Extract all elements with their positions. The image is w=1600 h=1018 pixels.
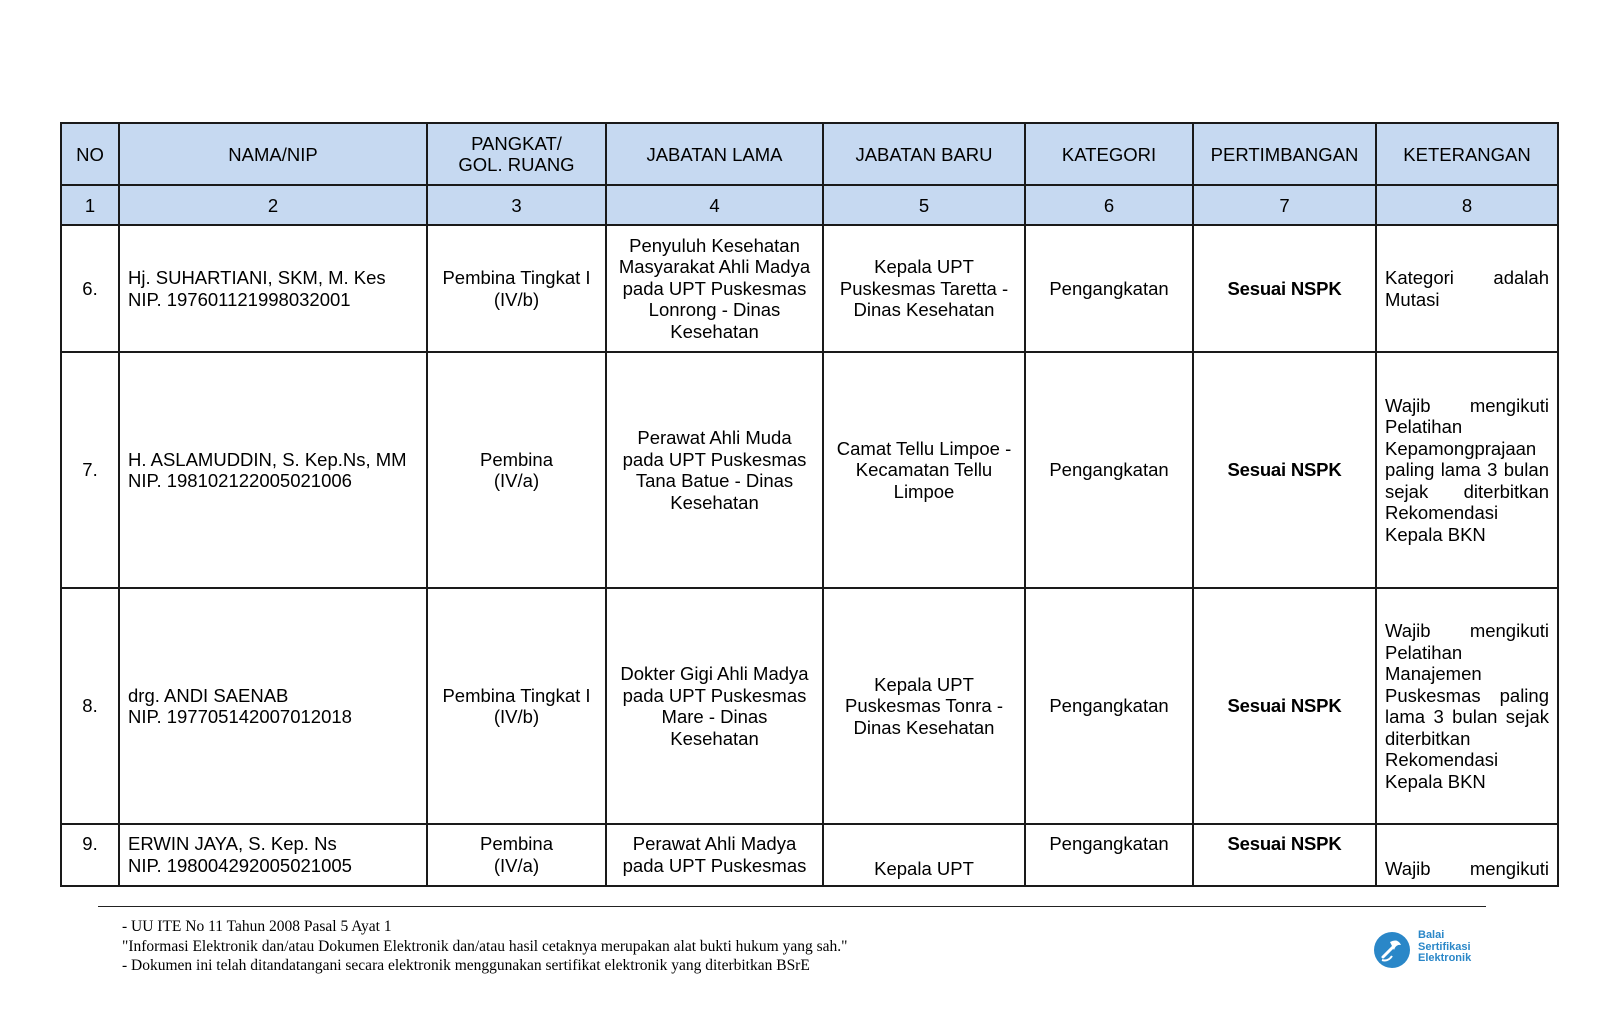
row-number: 7.: [61, 352, 119, 588]
jabatan-lama-line: pada UPT Puskesmas: [622, 448, 807, 470]
jabatan-baru-line: Dinas Kesehatan: [853, 299, 995, 321]
pangkat-cell: [427, 352, 606, 588]
header-keterangan: KETERANGAN: [1376, 123, 1558, 185]
jabatan-baru-line: Puskesmas Taretta -: [839, 277, 1009, 299]
jabatan-lama-line: Penyuluh Kesehatan: [629, 234, 800, 256]
footer-signature-note: - Dokumen ini telah ditandatangani secara elektronik menggunakan sertifikat elektronik yang diterbitkan BSrE: [122, 957, 810, 974]
header-pangkat-gol: [427, 123, 606, 185]
jabatan-baru-line: Limpoe: [893, 480, 955, 502]
jabatan-baru-cell: [823, 352, 1025, 588]
jabatan-baru-cell: [823, 824, 1025, 886]
gol-ruang-text: (IV/b): [493, 288, 540, 310]
jabatan-lama-cell: [606, 352, 823, 588]
employee-name: drg. ANDI SAENAB: [128, 684, 289, 706]
pangkat-text: Pembina: [479, 833, 553, 854]
bsre-logo-text: [1418, 930, 1471, 965]
keterangan-cell: Wajib mengikuti: [1376, 824, 1558, 886]
jabatan-lama-cell: [606, 225, 823, 352]
jabatan-lama-cell: [606, 588, 823, 824]
kategori-cell: Pengangkatan: [1025, 588, 1193, 824]
jabatan-baru-cell: [823, 588, 1025, 824]
column-number: 2: [119, 185, 427, 225]
bsre-logo-line: Balai: [1418, 929, 1445, 941]
jabatan-baru-line: Kepala UPT: [874, 673, 974, 695]
jabatan-baru-line: Camat Tellu Limpoe -: [836, 437, 1012, 459]
nama-nip-cell: [119, 225, 427, 352]
column-number: 6: [1025, 185, 1193, 225]
jabatan-lama-line: Tana Batue - Dinas: [635, 470, 794, 491]
table-header-row: [61, 123, 1558, 185]
jabatan-lama-line: Masyarakat Ahli Madya: [618, 256, 811, 278]
column-number: 4: [606, 185, 823, 225]
bsre-logo-line: Elektronik: [1418, 952, 1472, 964]
header-pangkat-line-2: GOL. RUANG: [458, 154, 575, 175]
kategori-cell: Pengangkatan: [1025, 225, 1193, 352]
gol-ruang-text: (IV/b): [493, 706, 540, 727]
footer-legal-quote: "Informasi Elektronik dan/atau Dokumen Elektronik dan/atau hasil cetaknya merupakan alat bukti hukum yang sah.": [122, 937, 848, 955]
nama-nip-cell: [119, 588, 427, 824]
column-number: 7: [1193, 185, 1376, 225]
jabatan-lama-line: Kesehatan: [670, 491, 759, 513]
gol-ruang-text: (IV/a): [493, 470, 540, 491]
jabatan-baru-cell: [823, 225, 1025, 352]
employee-nip: NIP. 198102122005021006: [128, 470, 352, 491]
kategori-cell: Pengangkatan: [1025, 352, 1193, 588]
header-jabatan-lama: JABATAN LAMA: [606, 123, 823, 185]
column-number-row: [61, 185, 1558, 225]
jabatan-lama-line: Kesehatan: [670, 727, 759, 749]
header-no: NO: [61, 123, 119, 185]
jabatan-lama-line: Mare - Dinas: [661, 706, 768, 727]
footer-legal-reference: - UU ITE No 11 Tahun 2008 Pasal 5 Ayat 1: [122, 918, 392, 935]
keterangan-cell: Wajib mengikuti Pelatihan Manajemen Puskesmas paling lama 3 bulan sejak diterbitkan Rekomendasi Kepala BKN: [1376, 588, 1558, 824]
pangkat-cell: [427, 225, 606, 352]
jabatan-lama-line: Lonrong - Dinas: [648, 299, 781, 321]
jabatan-baru-line: Kecamatan Tellu: [855, 459, 993, 481]
row-number: 9.: [61, 824, 119, 886]
bsre-logo-line: Sertifikasi: [1418, 940, 1471, 953]
employee-nip: NIP. 198004292005021005: [128, 854, 352, 876]
header-pertimbangan: PERTIMBANGAN: [1193, 123, 1376, 185]
kategori-cell: Pengangkatan: [1025, 824, 1193, 886]
pertimbangan-cell: Sesuai NSPK: [1193, 588, 1376, 824]
keterangan-cell: Kategori adalah Mutasi: [1376, 225, 1558, 352]
jabatan-baru-line: Kepala UPT: [874, 857, 974, 879]
jabatan-lama-line: pada UPT Puskesmas: [622, 854, 807, 876]
jabatan-baru-line: Dinas Kesehatan: [853, 716, 995, 738]
jabatan-lama-line: Perawat Ahli Madya: [632, 833, 797, 854]
header-nama-nip: NAMA/NIP: [119, 123, 427, 185]
pangkat-text: Pembina Tingkat I: [442, 267, 591, 288]
jabatan-lama-line: pada UPT Puskesmas: [622, 277, 807, 299]
pertimbangan-cell: Sesuai NSPK: [1193, 352, 1376, 588]
column-number: 1: [61, 185, 119, 225]
table-row: [61, 352, 1558, 588]
pangkat-text: Pembina Tingkat I: [442, 684, 591, 706]
header-kategori: KATEGORI: [1025, 123, 1193, 185]
table-row: [61, 824, 1558, 886]
nama-nip-cell: [119, 352, 427, 588]
nama-nip-cell: [119, 824, 427, 886]
employee-nip: NIP. 197601121998032001: [128, 288, 351, 310]
jabatan-lama-cell: [606, 824, 823, 886]
column-number: 5: [823, 185, 1025, 225]
data-table: [60, 122, 1559, 887]
header-pangkat-line-1: PANGKAT/: [471, 133, 562, 154]
employee-name: H. ASLAMUDDIN, S. Kep.Ns, MM: [128, 448, 407, 470]
header-jabatan-baru: JABATAN BARU: [823, 123, 1025, 185]
pangkat-cell: [427, 588, 606, 824]
jabatan-lama-line: Kesehatan: [670, 320, 759, 342]
jabatan-baru-line: Kepala UPT: [874, 256, 974, 278]
employee-nip: NIP. 197705142007012018: [128, 706, 352, 727]
column-number: 8: [1376, 185, 1558, 225]
table-row: [61, 225, 1558, 352]
table-row: [61, 588, 1558, 824]
jabatan-baru-line: Puskesmas Tonra -: [845, 695, 1003, 717]
pertimbangan-cell: Sesuai NSPK: [1193, 824, 1376, 886]
footer-divider: [98, 906, 1486, 907]
footer-notes: [122, 917, 847, 976]
column-number: 3: [427, 185, 606, 225]
bsre-logo: [1374, 930, 1484, 972]
bsre-emblem-icon: [1374, 932, 1410, 968]
pertimbangan-cell: Sesuai NSPK: [1193, 225, 1376, 352]
pangkat-cell: [427, 824, 606, 886]
pangkat-text: Pembina: [479, 448, 553, 470]
employee-name: Hj. SUHARTIANI, SKM, M. Kes: [128, 267, 386, 288]
jabatan-lama-line: pada UPT Puskesmas: [622, 684, 807, 706]
jabatan-lama-line: Perawat Ahli Muda: [637, 427, 792, 448]
row-number: 8.: [61, 588, 119, 824]
keterangan-cell: Wajib mengikuti Pelatihan Kepamongprajaan paling lama 3 bulan sejak diterbitkan Rekomendasi Kepala BKN: [1376, 352, 1558, 588]
row-number: 6.: [61, 225, 119, 352]
gol-ruang-text: (IV/a): [493, 854, 540, 876]
jabatan-lama-line: Dokter Gigi Ahli Madya: [620, 663, 809, 684]
employee-name: ERWIN JAYA, S. Kep. Ns: [128, 833, 337, 854]
